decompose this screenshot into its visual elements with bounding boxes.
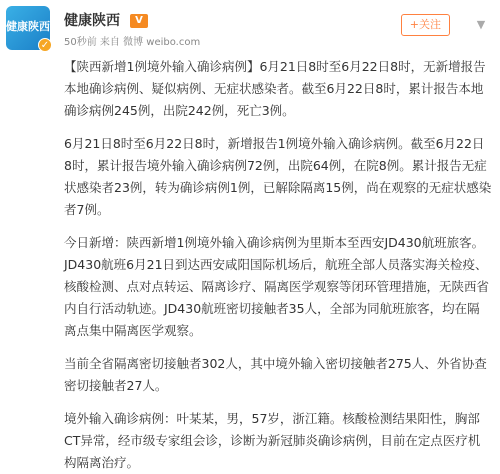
post-paragraph: 【陕西新增1例境外输入确诊病例】6月21日8时至6月22日8时，无新增报告本地确诊病例、疑似病例、无症状感染者。截至6月22日8时，累计报告本地确诊病例245例，出院242例，死亡3例。	[64, 59, 486, 118]
post-content	[64, 56, 492, 474]
follow-button[interactable]: +关注	[401, 14, 450, 36]
verified-badge-icon: ✓	[38, 38, 52, 52]
chevron-down-icon[interactable]: ▼	[476, 18, 486, 31]
post-paragraph: 6月21日8时至6月22日8时，新增报告1例境外输入确诊病例。截至6月22日8时，累计报告境外输入确诊病例72例，出院64例，在院8例。累计报告无症状感染者23例，转为确诊病例1例，已解除隔离15例，尚在观察的无症状感染者7例。	[64, 136, 492, 217]
post-meta: 50秒前 来自 微博 weibo.com	[64, 37, 201, 48]
post-paragraph: 今日新增：陕西新增1例境外输入确诊病例为里斯本至西安JD430航班旅客。JD430航班6月21日到达西安咸阳国际机场后，航班全部人员落实海关检疫、核酸检测、点对点转运、隔离诊疗、隔离医学观察等闭环管理措施，无陕西省内自行活动轨迹。JD430航班密切接触者35人，全部为同航班旅客，均在隔离点集中隔离医学观察。	[64, 235, 490, 338]
post-header	[0, 0, 500, 60]
avatar-logo-text: 健康陕西	[6, 20, 50, 33]
post-paragraph: 当前全省隔离密切接触者302人，其中境外输入密切接触者275人、外省协查密切接触者27人。	[64, 356, 487, 393]
vip-icon: V	[130, 14, 148, 28]
post-paragraph: 境外输入确诊病例：叶某某，男，57岁，浙江籍。核酸检测结果阳性，胸部CT异常，经市级专家组会诊，诊断为新冠肺炎确诊病例，目前在定点医疗机构隔离治疗。	[64, 411, 481, 470]
user-name[interactable]: 健康陕西	[64, 13, 120, 29]
